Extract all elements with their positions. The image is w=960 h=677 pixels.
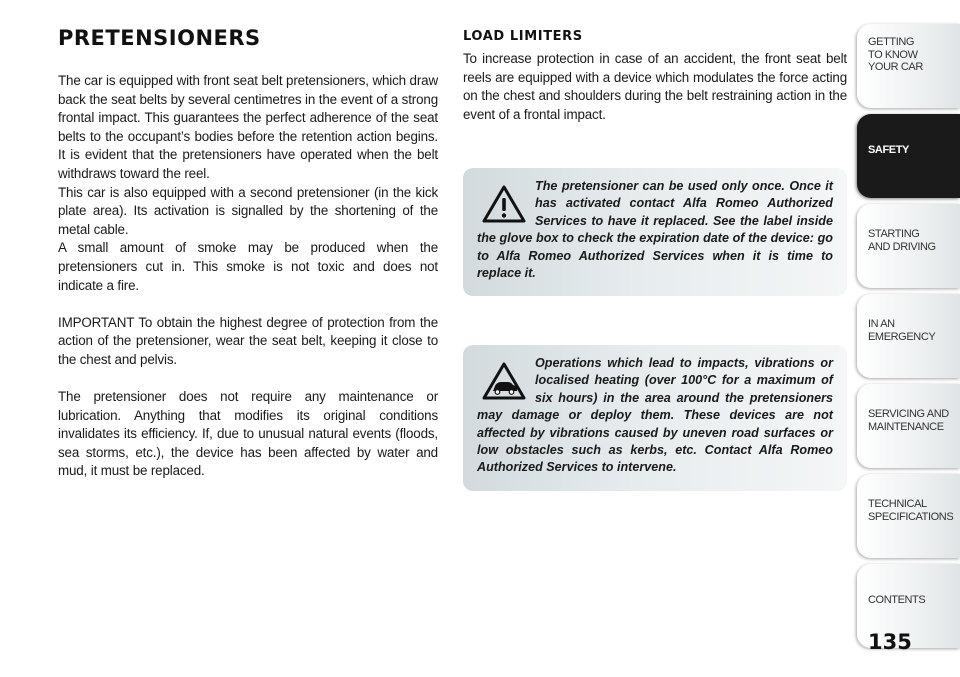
warning-triangle-car-icon bbox=[481, 361, 527, 401]
tab-label: SPECIFICATIONS bbox=[868, 510, 954, 523]
warning-text-single-use: The pretensioner can be used only once. Once it has activated contact Alfa Romeo Authorized Services to have it replaced. See the label inside the glove box to check the expiration date of the device: go to Alfa Romeo Authorized Services when it is time to replace it. bbox=[477, 179, 833, 281]
tab-label: GETTING bbox=[868, 36, 915, 48]
tab-starting-and-driving[interactable] bbox=[857, 204, 960, 288]
warning-triangle-exclamation-icon bbox=[481, 184, 527, 224]
tab-label: SERVICING AND bbox=[868, 408, 949, 420]
load-limiters-paragraph: To increase protection in case of an accident, the front seat belt reels are equipped with a device which modulates the force acting on the chest and shoulders during the belt restraining action in the event of a frontal impact. bbox=[463, 51, 847, 122]
tab-label: IN AN bbox=[868, 318, 895, 330]
tab-technical-specifications[interactable] bbox=[857, 474, 960, 558]
pretensioners-paragraph-1: The car is equipped with front seat belt pretensioners, which draw back the seat belts by several centimetres in the event of a strong frontal impact. This guarantees the perfect adherence of the seat belts to the occupant’s bodies before the retention action begins. It is evident that the pretensioners have operated when the belt withdraws toward the reel. bbox=[58, 73, 438, 181]
pretensioners-paragraph-3: A small amount of smoke may be produced when the pretensioners cut in. This smoke is not toxic and does not indicate a fire. bbox=[58, 240, 438, 293]
tab-label: EMERGENCY bbox=[868, 330, 936, 343]
tab-servicing-and-maintenance[interactable] bbox=[857, 384, 960, 468]
pretensioners-paragraph-maintenance: The pretensioner does not require any maintenance or lubrication. Anything that modifies its original conditions invalidates its efficiency. If, due to unusual natural events (floods, sea storms, etc.), the device has been affected by water and mud, it must be replaced. bbox=[58, 389, 438, 479]
tab-label: MAINTENANCE bbox=[868, 420, 944, 433]
tab-in-an-emergency[interactable] bbox=[857, 294, 960, 378]
tab-label: AND DRIVING bbox=[868, 240, 936, 253]
warning-text-impacts: Operations which lead to impacts, vibrations or localised heating (over 100°C for a maximum of six hours) in the area around the pretensioners may damage or deploy them. These devices are not affected by vibrations caused by uneven road surfaces or low obstacles such as kerbs, etc. Contact Alfa Romeo Authorized Services to intervene. bbox=[477, 356, 833, 475]
tab-label: CONTENTS bbox=[868, 594, 926, 606]
tab-getting-to-know-your-car[interactable] bbox=[857, 24, 960, 108]
tab-label: TO KNOW bbox=[868, 48, 918, 61]
tab-label: STARTING bbox=[868, 228, 920, 240]
warning-box-impacts bbox=[463, 345, 847, 491]
tab-label: SAFETY bbox=[868, 144, 909, 156]
tab-label: YOUR CAR bbox=[868, 61, 923, 73]
pretensioners-important-note: IMPORTANT To obtain the highest degree of protection from the action of the pretensioner, wear the seat belt, keeping it close to the chest and pelvis. bbox=[58, 314, 438, 367]
pretensioners-title: PRETENSIONERS bbox=[58, 26, 261, 50]
warning-box-single-use bbox=[463, 168, 847, 296]
pretensioners-paragraph-2: This car is also equipped with a second pretensioner (in the kick plate area). Its activation is signalled by the shortening of the metal cable. bbox=[58, 184, 438, 237]
load-limiters-title: LOAD LIMITERS bbox=[463, 29, 583, 44]
tab-safety[interactable] bbox=[857, 114, 960, 198]
page-number: 135 bbox=[868, 630, 912, 654]
tab-label: TECHNICAL bbox=[868, 498, 927, 510]
load-limiters-section bbox=[463, 26, 847, 124]
pretensioners-section bbox=[58, 26, 438, 481]
